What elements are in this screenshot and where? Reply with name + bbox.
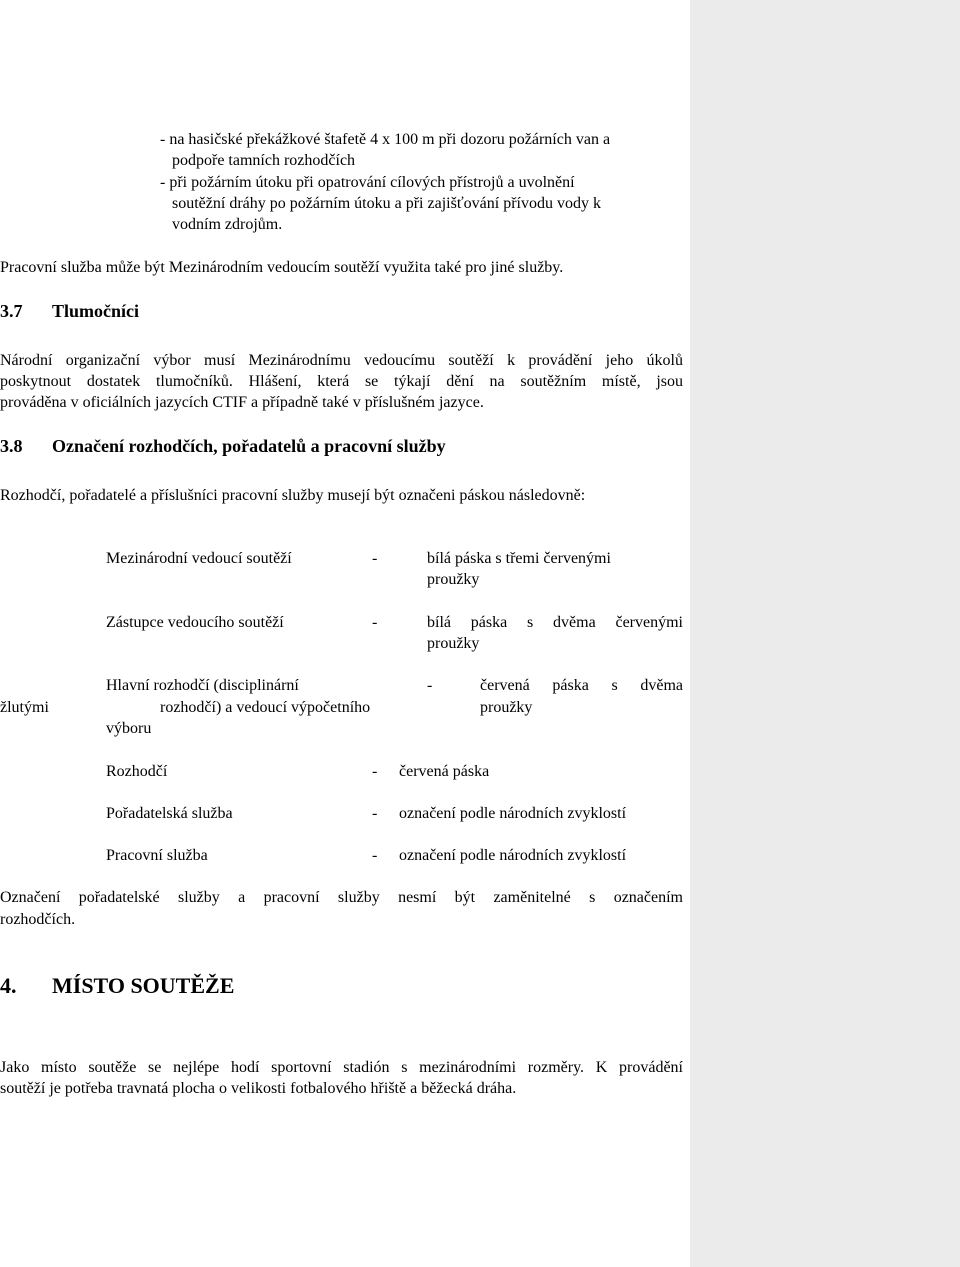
role-label: Hlavní rozhodčí (disciplinární [106,677,299,694]
paragraph-line: Jako místo soutěže se nejlépe hodí sportovní stadión s mezinárodními rozměry. K provádění [0,1059,683,1076]
role-label: Zástupce vedoucího soutěží [106,614,284,631]
chapter-title: MÍSTO SOUTĚŽE [52,973,235,998]
paragraph-line: poskytnout dostatek tlumočníků. Hlášení, která se týkají dění na soutěžním místě, jsou [0,373,683,390]
section-number: 3.7 [0,301,23,321]
dash: - [372,614,378,631]
paragraph-line: prováděna v oficiálních jazycích CTIF a případně také v příslušném jazyce. [0,394,484,411]
paragraph-line: rozhodčích. [0,911,76,928]
dash: - [372,763,378,780]
dash: - [372,550,378,567]
bullet-line: - na hasičské překážkové štafetě 4 x 100 m při dozoru požárních van a [160,131,611,148]
chapter-heading [0,973,234,999]
bullet-line: soutěžní dráhy po požárním útoku a při zajišťování přívodu vody k [172,195,601,212]
section-heading [0,301,139,322]
marking-text: bílá páska s třemi červenými [427,550,611,567]
dash: - [372,805,378,822]
chapter-number: 4. [0,973,17,998]
marking-text: proužky [427,571,480,588]
marking-text: bílá páska s dvěma červenými [427,614,683,631]
dash: - [427,677,433,694]
marking-text: proužky [427,635,480,652]
marking-text: proužky [480,699,533,716]
paragraph: Pracovní služba může být Mezinárodním vedoucím soutěží využita také pro jiné služby. [0,259,564,276]
section-title: Tlumočníci [52,301,140,321]
stray-word: žlutými [0,699,49,716]
role-label: Pracovní služba [106,847,208,864]
section-number: 3.8 [0,436,23,456]
dash: - [372,847,378,864]
bullet-line: vodním zdrojům. [172,216,283,233]
marking-text: červená páska s dvěma [480,677,683,694]
paragraph-line: Národní organizační výbor musí Mezinárodnímu vedoucímu soutěží k provádění jeho úkolů [0,352,683,369]
paragraph-line: soutěží je potřeba travnatá plocha o velikosti fotbalového hřiště a běžecká dráha. [0,1080,517,1097]
marking-text: označení podle národních zvyklostí [399,805,627,822]
role-label: výboru [106,720,152,737]
comment-pane [690,0,960,1267]
section-heading [0,436,446,457]
marking-text: označení podle národních zvyklostí [399,847,627,864]
paragraph-line: Označení pořadatelské služby a pracovní služby nesmí být zaměnitelné s označením [0,889,683,906]
role-label: Mezinárodní vedoucí soutěží [106,550,292,567]
bullet-line: - při požárním útoku při opatrování cílových přístrojů a uvolnění [160,174,575,191]
role-label: Pořadatelská služba [106,805,233,822]
role-label: rozhodčí) a vedoucí výpočetního [160,699,371,716]
paragraph: Rozhodčí, pořadatelé a příslušníci pracovní služby musejí být označeni páskou následovně: [0,487,586,504]
section-title: Označení rozhodčích, pořadatelů a pracovní služby [52,436,446,456]
role-label: Rozhodčí [106,763,168,780]
bullet-line: podpoře tamních rozhodčích [172,152,356,169]
marking-text: červená páska [399,763,490,780]
